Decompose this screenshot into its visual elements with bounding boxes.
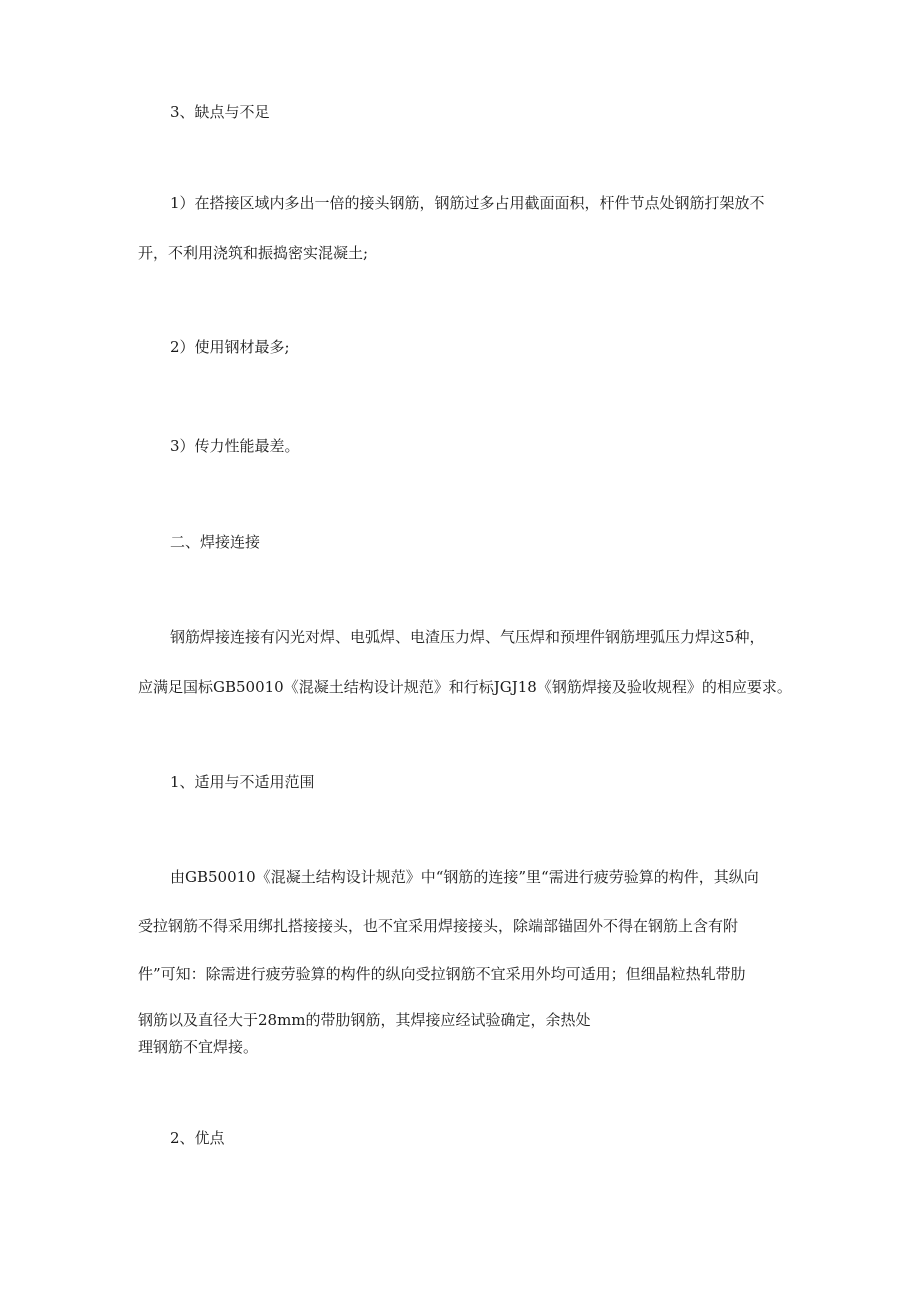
paragraph-line: 由GB50010《混凝土结构设计规范》中“钢筋的连接”里“需进行疲劳验算的构件，其纵向: [170, 868, 759, 886]
heading-scope: 1、适用与不适用范围: [170, 773, 315, 791]
heading-advantages: 2、优点: [170, 1129, 225, 1147]
heading-welding-connection: 二、焊接连接: [170, 533, 261, 551]
paragraph-line: 件”可知：除需进行疲劳验算的构件的纵向受拉钢筋不宜采用外均可适用；但细晶粒热轧带肋: [138, 965, 746, 983]
paragraph-line: 钢筋以及直径大于28mm的带肋钢筋，其焊接应经试验确定，余热处: [138, 1011, 591, 1029]
paragraph-line: 开，不利用浇筑和振捣密实混凝土;: [138, 244, 369, 262]
paragraph-line: 3）传力性能最差。: [170, 437, 300, 455]
heading-disadvantages: 3、缺点与不足: [170, 103, 270, 121]
paragraph-line: 应满足国标GB50010《混凝土结构设计规范》和行标JGJ18《钢筋焊接及验收规程》的相应要求。: [138, 678, 792, 696]
paragraph-line: 1）在搭接区域内多出一倍的接头钢筋，钢筋过多占用截面面积，杆件节点处钢筋打架放不: [170, 194, 765, 212]
paragraph-line: 理钢筋不宜焊接。: [138, 1038, 259, 1056]
paragraph-line: 2）使用钢材最多;: [170, 338, 290, 356]
paragraph-line: 受拉钢筋不得采用绑扎搭接接头，也不宜采用焊接接头，除端部锚固外不得在钢筋上含有附: [138, 917, 739, 935]
paragraph-line: 钢筋焊接连接有闪光对焊、电弧焊、电渣压力焊、气压焊和预埋件钢筋埋弧压力焊这5种，: [170, 628, 765, 646]
